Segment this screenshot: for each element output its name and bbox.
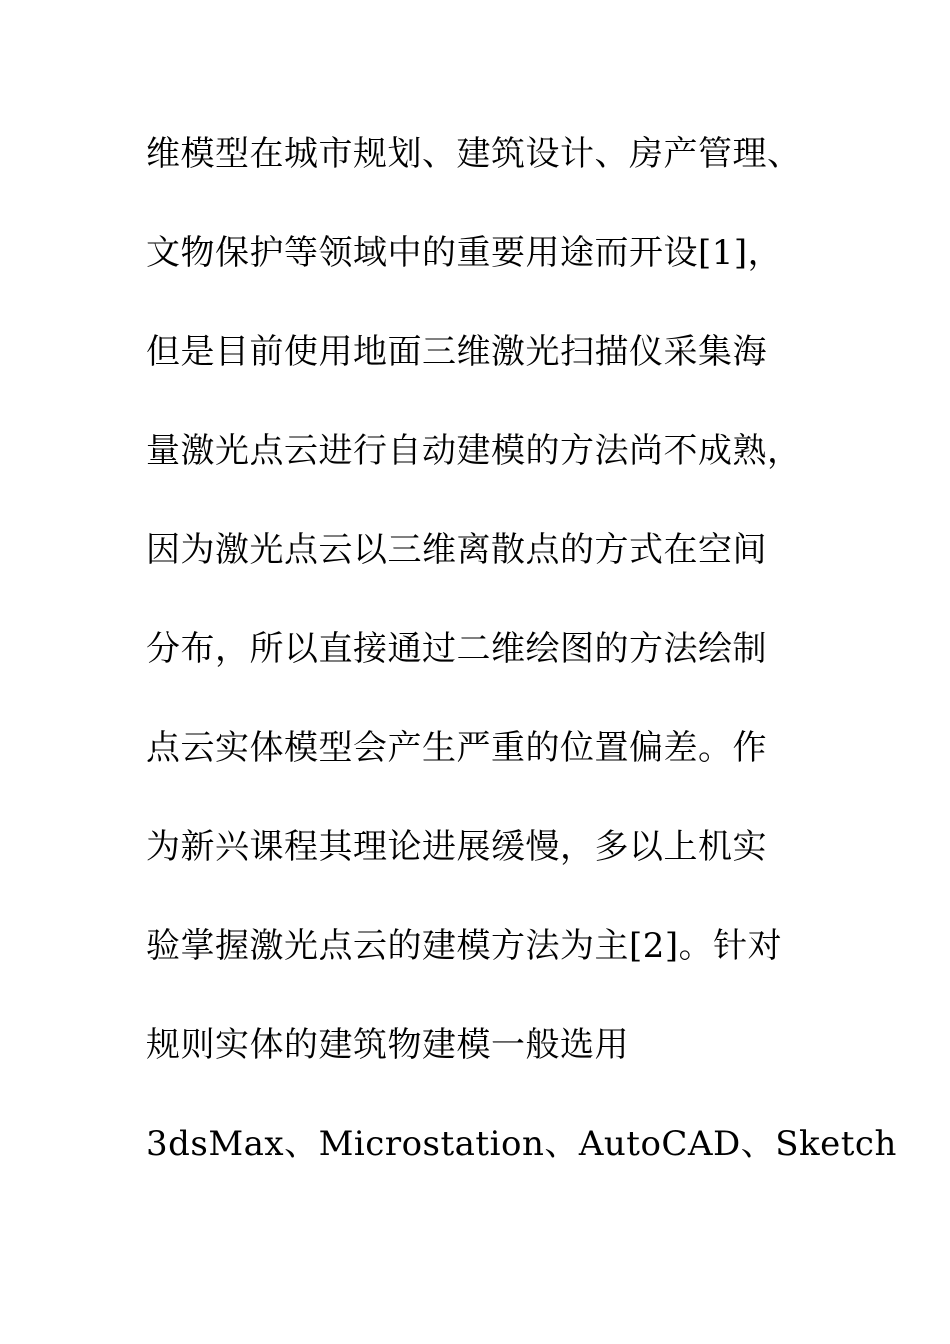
text-line-3: 但是目前使用地面三维激光扫描仪采集海 bbox=[146, 332, 767, 372]
text-line-8: 为新兴课程其理论进展缓慢，多以上机实 bbox=[146, 827, 767, 867]
body-paragraph bbox=[146, 118, 897, 1207]
text-line-6: 分布，所以直接通过二维绘图的方法绘制 bbox=[146, 629, 767, 669]
text-line-2: 文物保护等领域中的重要用途而开设[1]， bbox=[146, 233, 783, 273]
text-line-4: 量激光点云进行自动建模的方法尚不成熟， bbox=[146, 431, 802, 471]
text-line-5: 因为激光点云以三维离散点的方式在空间 bbox=[146, 530, 767, 570]
text-line-11: 3dsMax、Microstation、AutoCAD、Sketch bbox=[146, 1124, 897, 1164]
text-line-9: 验掌握激光点云的建模方法为主[2]。针对 bbox=[146, 926, 783, 966]
text-line-10: 规则实体的建筑物建模一般选用 bbox=[146, 1025, 629, 1065]
text-line-7: 点云实体模型会产生严重的位置偏差。作 bbox=[146, 728, 767, 768]
text-line-1: 维模型在城市规划、建筑设计、房产管理、 bbox=[146, 134, 802, 174]
